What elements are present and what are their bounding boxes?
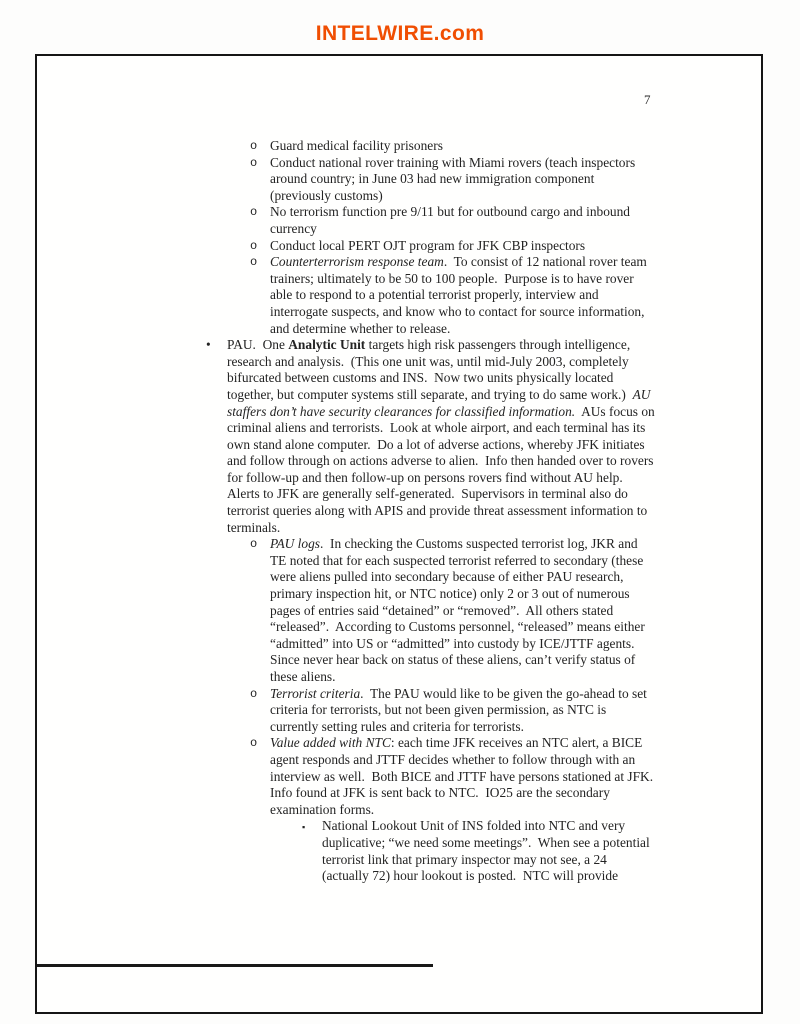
list-item xyxy=(205,254,657,337)
text-run: Conduct local PERT OJT program for JFK CBP inspectors xyxy=(270,237,586,253)
bullet-marker: o xyxy=(250,155,258,170)
text-run: . To consist of 12 national rover team trainers; ultimately to be 50 to 100 people. Purpose is to have rover able to respond to a potential terrorist properly, interview and interrogate suspects, and know who to contact for source information, and determine whether to release. xyxy=(270,254,651,336)
text-run: targets high risk passengers through intelligence, research and analysis. (This one unit was, until mid-July 2003, completely bifurcated between customs and INS. Now two units physically located together, but computer systems still separate, and trying to do same work.) xyxy=(227,337,634,402)
document-body xyxy=(205,138,660,885)
page-number: 7 xyxy=(644,92,651,107)
bullet-marker: o xyxy=(250,205,258,220)
text-run: Guard medical facility prisoners xyxy=(270,138,443,153)
list-item xyxy=(205,536,657,685)
bullet-marker: o xyxy=(250,139,258,153)
text-run: . The PAU would like to be given the go-ahead to set criteria for terrorists, but not been given permission, as NTC is currently setting rules and criteria for terrorists. xyxy=(270,685,651,734)
list-item xyxy=(205,735,660,818)
bullet-marker: o xyxy=(250,238,258,253)
list-item xyxy=(205,204,657,237)
bullet-marker: o xyxy=(250,686,258,701)
text-run: : each time JFK receives an NTC alert, a BICE agent responds and JTTF decides whether to follow through with an interview as well. Both BICE and JTTF have persons stationed at JFK. Info found at JFK is sent back to NTC. IO25 are the secondary examination forms. xyxy=(270,735,660,817)
list-item xyxy=(205,155,657,205)
bullet-marker: o xyxy=(250,255,258,270)
list-item xyxy=(205,238,657,255)
scan-artifact-line xyxy=(37,964,433,967)
list-item xyxy=(205,686,657,736)
scanned-page xyxy=(35,54,763,1014)
bullet-marker: o xyxy=(250,537,258,552)
bullet-marker: • xyxy=(206,337,211,353)
text-run: National Lookout Unit of INS folded into NTC and very duplicative; “we need some meetings”. When see a potential terrorist link that primary inspector may not see, a 24 (actually 72) hour lookout is posted. NTC will provide xyxy=(322,818,654,884)
list-item xyxy=(205,818,657,884)
text-run: Value added with NTC xyxy=(270,735,391,751)
list-item xyxy=(205,337,657,536)
text-run: Counterterrorism response team xyxy=(270,254,444,270)
text-run: Terrorist criteria xyxy=(270,685,361,701)
list-item xyxy=(205,138,657,155)
bullet-marker: ▪ xyxy=(302,822,306,833)
text-run: . In checking the Customs suspected terrorist log, JKR and TE noted that for each suspected terrorist referred to secondary (these were aliens pulled into secondary because of either PAU research, primary inspection hit, or NTC notice) only 2 or 3 out of numerous pages of entries said “detained” or “removed”. All others stated “released”. According to Customs personnel, “released” means either “admitted” into US or “admitted” into custody by ICE/JTTF agents. Since never hear back on status of these aliens, can’t verify status of these aliens. xyxy=(270,536,649,684)
bullet-marker: o xyxy=(250,736,258,751)
text-run: No terrorism function pre 9/11 but for outbound cargo and inbound currency xyxy=(270,204,634,236)
text-run: Conduct national rover training with Miami rovers (teach inspectors around country; in June 03 had new immigration component (previously customs) xyxy=(270,154,639,203)
text-run: PAU logs xyxy=(270,536,320,552)
text-run: AU staffers don’t have security clearances for classified information. xyxy=(227,386,654,419)
text-run: PAU. One xyxy=(227,337,289,353)
text-run: Analytic Unit xyxy=(288,337,366,353)
site-header xyxy=(0,22,800,46)
text-run: AUs focus on criminal aliens and terrorists. Look at whole airport, and each terminal has its own stand alone computer. Do a lot of adverse actions, whereby JFK initiates and follow through on actions adverse to alien. Info then handed over to rovers for follow-up and then follow-up on persons rovers find without AU help. Alerts to JFK are generally self-generated. Supervisors in terminal also do terrorist queries along with APIS and provide threat assessment information to terminals. xyxy=(227,403,659,535)
site-title-link[interactable]: INTELWIRE.com xyxy=(315,22,485,45)
